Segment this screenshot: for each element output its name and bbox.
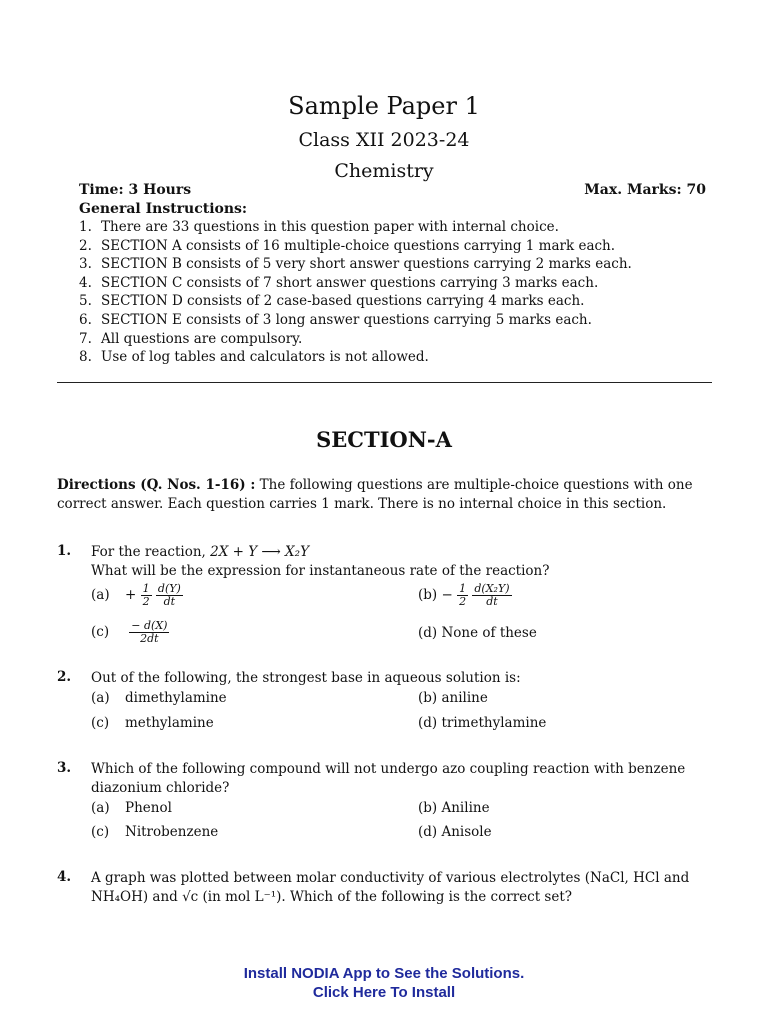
general-instructions-label: General Instructions: <box>79 201 248 217</box>
option-c[interactable]: (c) methylamine <box>91 715 214 731</box>
option-b[interactable]: (b) aniline <box>418 690 488 706</box>
option-b[interactable]: (b) Aniline <box>418 800 490 816</box>
max-marks-label: Max. Marks: 70 <box>584 182 706 198</box>
instruction-item: 6. SECTION E consists of 3 long answer questions carrying 5 marks each. <box>79 312 592 328</box>
question-number: 4. <box>57 869 72 885</box>
question-text: For the reaction, 2X + Y ⟶ X₂Y What will be the expression for instantaneous rate of the reaction? <box>91 544 550 579</box>
option-a[interactable]: (a) + $\frac{1}{2}$ $\frac{d(Y)}{dt}$ <box>91 582 181 608</box>
instruction-item: 4. SECTION C consists of 7 short answer questions carrying 3 marks each. <box>79 275 599 291</box>
option-c[interactable]: (c) Nitrobenzene <box>91 824 219 840</box>
option-a[interactable]: (a) Phenol <box>91 800 172 816</box>
section-directions <box>57 476 717 514</box>
paper-title: Sample Paper 1 <box>288 92 480 120</box>
install-app-link[interactable] <box>0 964 768 1002</box>
section-title: SECTION-A <box>316 427 452 452</box>
divider <box>57 382 712 383</box>
instruction-item: 8. Use of log tables and calculators is not allowed. <box>79 349 429 365</box>
option-c[interactable]: (c) $\frac{- d(X)}{2dt}$ <box>91 619 168 645</box>
reaction-equation: 2X + Y ⟶ X₂Y <box>210 544 309 560</box>
option-a[interactable]: (a) dimethylamine <box>91 690 227 706</box>
instruction-item: 3. SECTION B consists of 5 very short answer questions carrying 2 marks each. <box>79 256 632 272</box>
instruction-item: 5. SECTION D consists of 2 case-based questions carrying 4 marks each. <box>79 293 585 309</box>
subject: Chemistry <box>334 160 434 182</box>
question-number: 2. <box>57 669 72 685</box>
option-d[interactable]: (d) None of these <box>418 625 537 641</box>
question-text: Which of the following compound will not undergo azo coupling reaction with benzene diazonium chloride? <box>91 761 686 796</box>
install-line-1[interactable]: Install NODIA App to See the Solutions. <box>243 965 525 982</box>
instruction-item: 2. SECTION A consists of 16 multiple-choice questions carrying 1 mark each. <box>79 238 616 254</box>
question-number: 1. <box>57 543 72 559</box>
question-text: Out of the following, the strongest base in aqueous solution is: <box>91 670 521 686</box>
time-label: Time: 3 Hours <box>79 182 192 198</box>
option-d[interactable]: (d) Anisole <box>418 824 492 840</box>
question-number: 3. <box>57 760 72 776</box>
option-b[interactable]: (b) − $\frac{1}{2}$ $\frac{\text{d(X₂Y)}}{dt}$ <box>418 582 510 608</box>
class-line: Class XII 2023-24 <box>298 129 470 151</box>
option-d[interactable]: (d) trimethylamine <box>418 715 547 731</box>
install-line-2[interactable]: Click Here To Install <box>312 984 456 1001</box>
instruction-item: 7. All questions are compulsory. <box>79 331 303 347</box>
question-text: A graph was plotted between molar conductivity of various electrolytes (NaCl, HCl and NH₄OH) and √c (in mol L⁻¹). Which of the following is the correct set? <box>91 870 690 905</box>
instruction-item: 1. There are 33 questions in this question paper with internal choice. <box>79 219 559 235</box>
directions-label: Directions (Q. Nos. 1-16) : <box>57 477 256 493</box>
directions-text: The following questions are multiple-choice questions with one correct answer. Each question carries 1 mark. There is no internal choice in this section. <box>57 477 693 512</box>
